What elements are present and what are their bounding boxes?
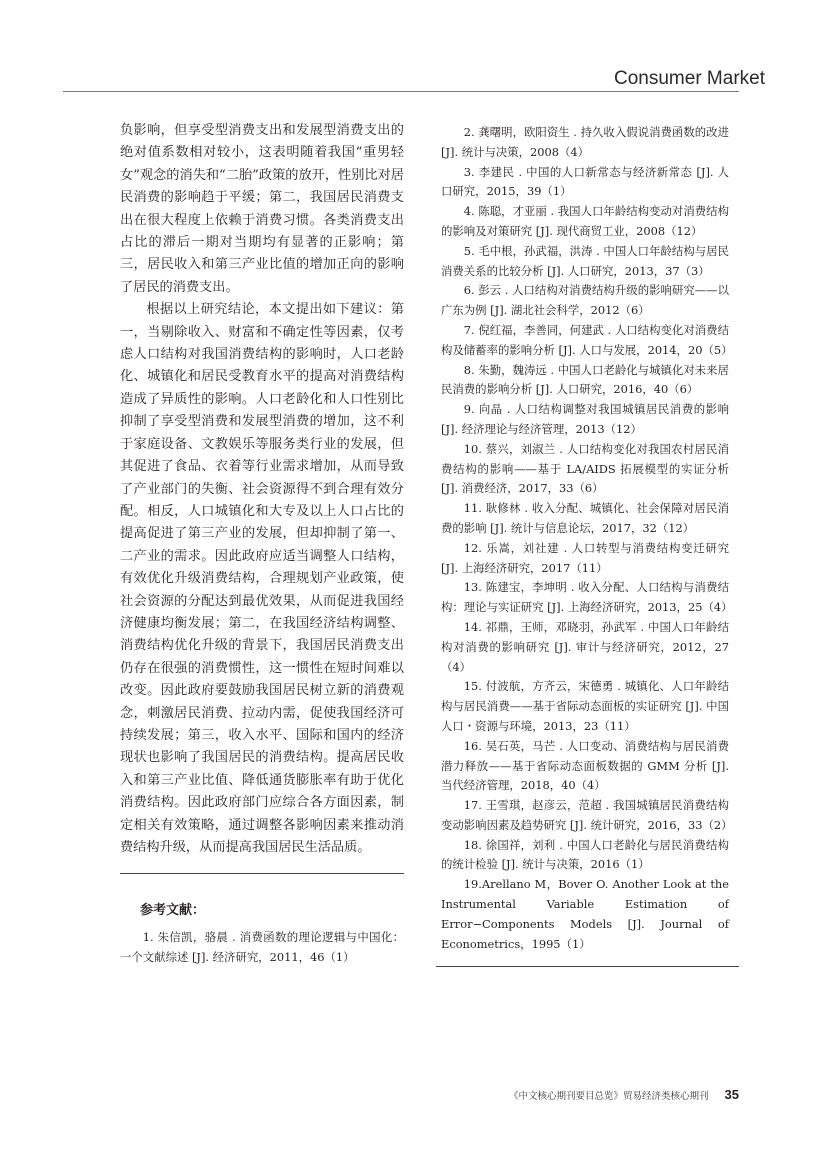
reference-item: 15. 付波航，方齐云，宋德勇 . 城镇化、人口年龄结构与居民消费——基于省际动态面板的实证研究 [J]. 中国人口・资源与环境，2013，23（11）: [441, 679, 729, 733]
reference-item: 6. 彭云 . 人口结构对消费结构升级的影响研究——以广东为例 [J]. 湖北社会科学，2012（6）: [441, 283, 729, 318]
reference-item: 1. 朱信凯，骆晨 . 消费函数的理论逻辑与中国化：一个文献综述 [J]. 经济研究，2011，46（1）: [120, 930, 404, 965]
references-heading: 参考文献：: [140, 903, 206, 919]
header-rule: [63, 91, 739, 92]
reference-item: 2. 龚曙明，欧阳资生 . 持久收入假说消费函数的改进 [J]. 统计与决策，2008（4）: [441, 125, 729, 159]
reference-item: 18. 徐国祥，刘利 . 中国人口老龄化与居民消费结构的统计检验 [J]. 统计与决策，2016（1）: [441, 837, 729, 872]
reference-item: 7. 倪红福，李善同，何建武 . 人口结构变化对消费结构及储蓄率的影响分析 [J]. 人口与发展，2014，20（5）: [441, 322, 733, 357]
reference-item: 9. 向晶 . 人口结构调整对我国城镇居民消费的影响 [J]. 经济理论与经济管理，2013（12）: [441, 402, 729, 436]
footer: [509, 1087, 739, 1105]
reference-item: 12. 乐嵩，刘社建 . 人口转型与消费结构变迁研究 [J]. 上海经济研究，2017（11）: [441, 540, 729, 575]
paragraph: 负影响，但享受型消费支出和发展型消费支出的绝对值系数相对较小，这表明随着我国“重男轻女”观念的消失和“二胎”政策的放开，性别比对居民消费的影响趋于平缓；第二，我国居民消费支出在很大程度上依赖于消费习惯。各类消费支出占比的滞后一期对当期均有显著的正影响；第三，居民收入和第三产业比值的增加正向的影响了居民的消费支出。: [120, 123, 404, 295]
reference-item: 5. 毛中根，孙武福，洪涛 . 中国人口年龄结构与居民消费关系的比较分析 [J]. 人口研究，2013，37（3）: [441, 243, 729, 278]
reference-item: 14. 祁鼎，王师，邓晓羽，孙武军 . 中国人口年龄结构对消费的影响研究 [J]. 审计与经济研究，2012，27（4）: [441, 619, 729, 674]
reference-item: 3. 李建民 . 中国的人口新常态与经济新常态 [J]. 人口研究，2015，39（1）: [441, 164, 729, 199]
page-number: 35: [724, 1087, 739, 1102]
footer-journal-note: 《中文核心期刊要目总览》贸易经济类核心期刊: [509, 1091, 709, 1102]
divider: [436, 966, 739, 967]
reference-item: 16. 吴石英，马芒 . 人口变动、消费结构与居民消费潜力释放——基于省际动态面板数据的 GMM 分析 [J]. 当代经济管理，2018，40（4）: [441, 738, 729, 793]
reference-item: 11. 耿修林 . 收入分配、城镇化、社会保障对居民消费的影响 [J]. 统计与信息论坛，2017，32（12）: [441, 501, 729, 535]
left-column: [120, 120, 404, 968]
reference-item: 4. 陈聪，才亚丽 . 我国人口年龄结构变动对消费结构的影响及对策研究 [J]. 现代商贸工业，2008（12）: [441, 204, 729, 238]
section-title: Consumer Market: [614, 68, 765, 89]
reference-item: 8. 朱勤，魏涛远 . 中国人口老龄化与城镇化对未来居民消费的影响分析 [J]. 人口研究，2016，40（6）: [441, 362, 729, 397]
body-text: [120, 120, 404, 859]
reference-item: 17. 王雪琪，赵彦云，范超 . 我国城镇居民消费结构变动影响因素及趋势研究 [J]. 统计研究，2016，33（2）: [441, 798, 733, 832]
reference-list-left: [120, 928, 404, 968]
divider: [120, 873, 404, 874]
reference-item: 10. 蔡兴，刘淑兰 . 人口结构变化对我国农村居民消费结构的影响——基于 LA/AIDS 拓展模型的实证分析 [J]. 消费经济，2017，33（6）: [441, 441, 729, 496]
reference-list-right: [441, 123, 733, 967]
paragraph: 根据以上研究结论，本文提出如下建议：第一，当剔除收入、财富和不确定性等因素，仅考虑人口结构对我国消费结构的影响时，人口老龄化、城镇化和居民受教育水平的提高对消费结构造成了异质性的影响。人口老龄化和人口性别比抑制了享受型消费和发展型消费的增加，这不利于家庭设备、文教娱乐等服务类行业的发展，但其促进了食品、衣着等行业需求增加，从而导致了产业部门的失衡、社会资源得不到合理有效分配。相反，人口城镇化和大专及以上人口占比的提高促进了第三产业的发展，但却抑制了第一、二产业的需求。因此政府应适当调整人口结构，有效优化升级消费结构，合理规划产业政策，使社会资源的分配达到最优效果，从而促进我国经济健康均衡发展；第二，在我国经济结构调整、消费结构优化升级的背景下，我国居民消费支出仍存在很强的消费惯性，这一惯性在短时间难以改变。因此政府要鼓励我国居民树立新的消费观念，刺激居民消费、拉动内需，促使我国经济可持续发展；第三，收入水平、国际和国内的经济现状也影响了我国居民的消费结构。提高居民收入和第三产业比值、降低通货膨胀率有助于优化消费结构。因此政府部门应综合各方面因素，制定相关有效策略，通过调整各影响因素来推动消费结构升级，从而提高我国居民生活品质。: [120, 302, 404, 855]
reference-item: 13. 陈建宝，李坤明 . 收入分配、人口结构与消费结构：理论与实证研究 [J]. 上海经济研究，2013，25（4）: [441, 580, 733, 615]
reference-item: 19.Arellano M，Bover O. Another Look at the Instrumental Variable Estimation of Error−Components Models [J]. Journal of Econometrics，1995（1）: [441, 877, 729, 951]
